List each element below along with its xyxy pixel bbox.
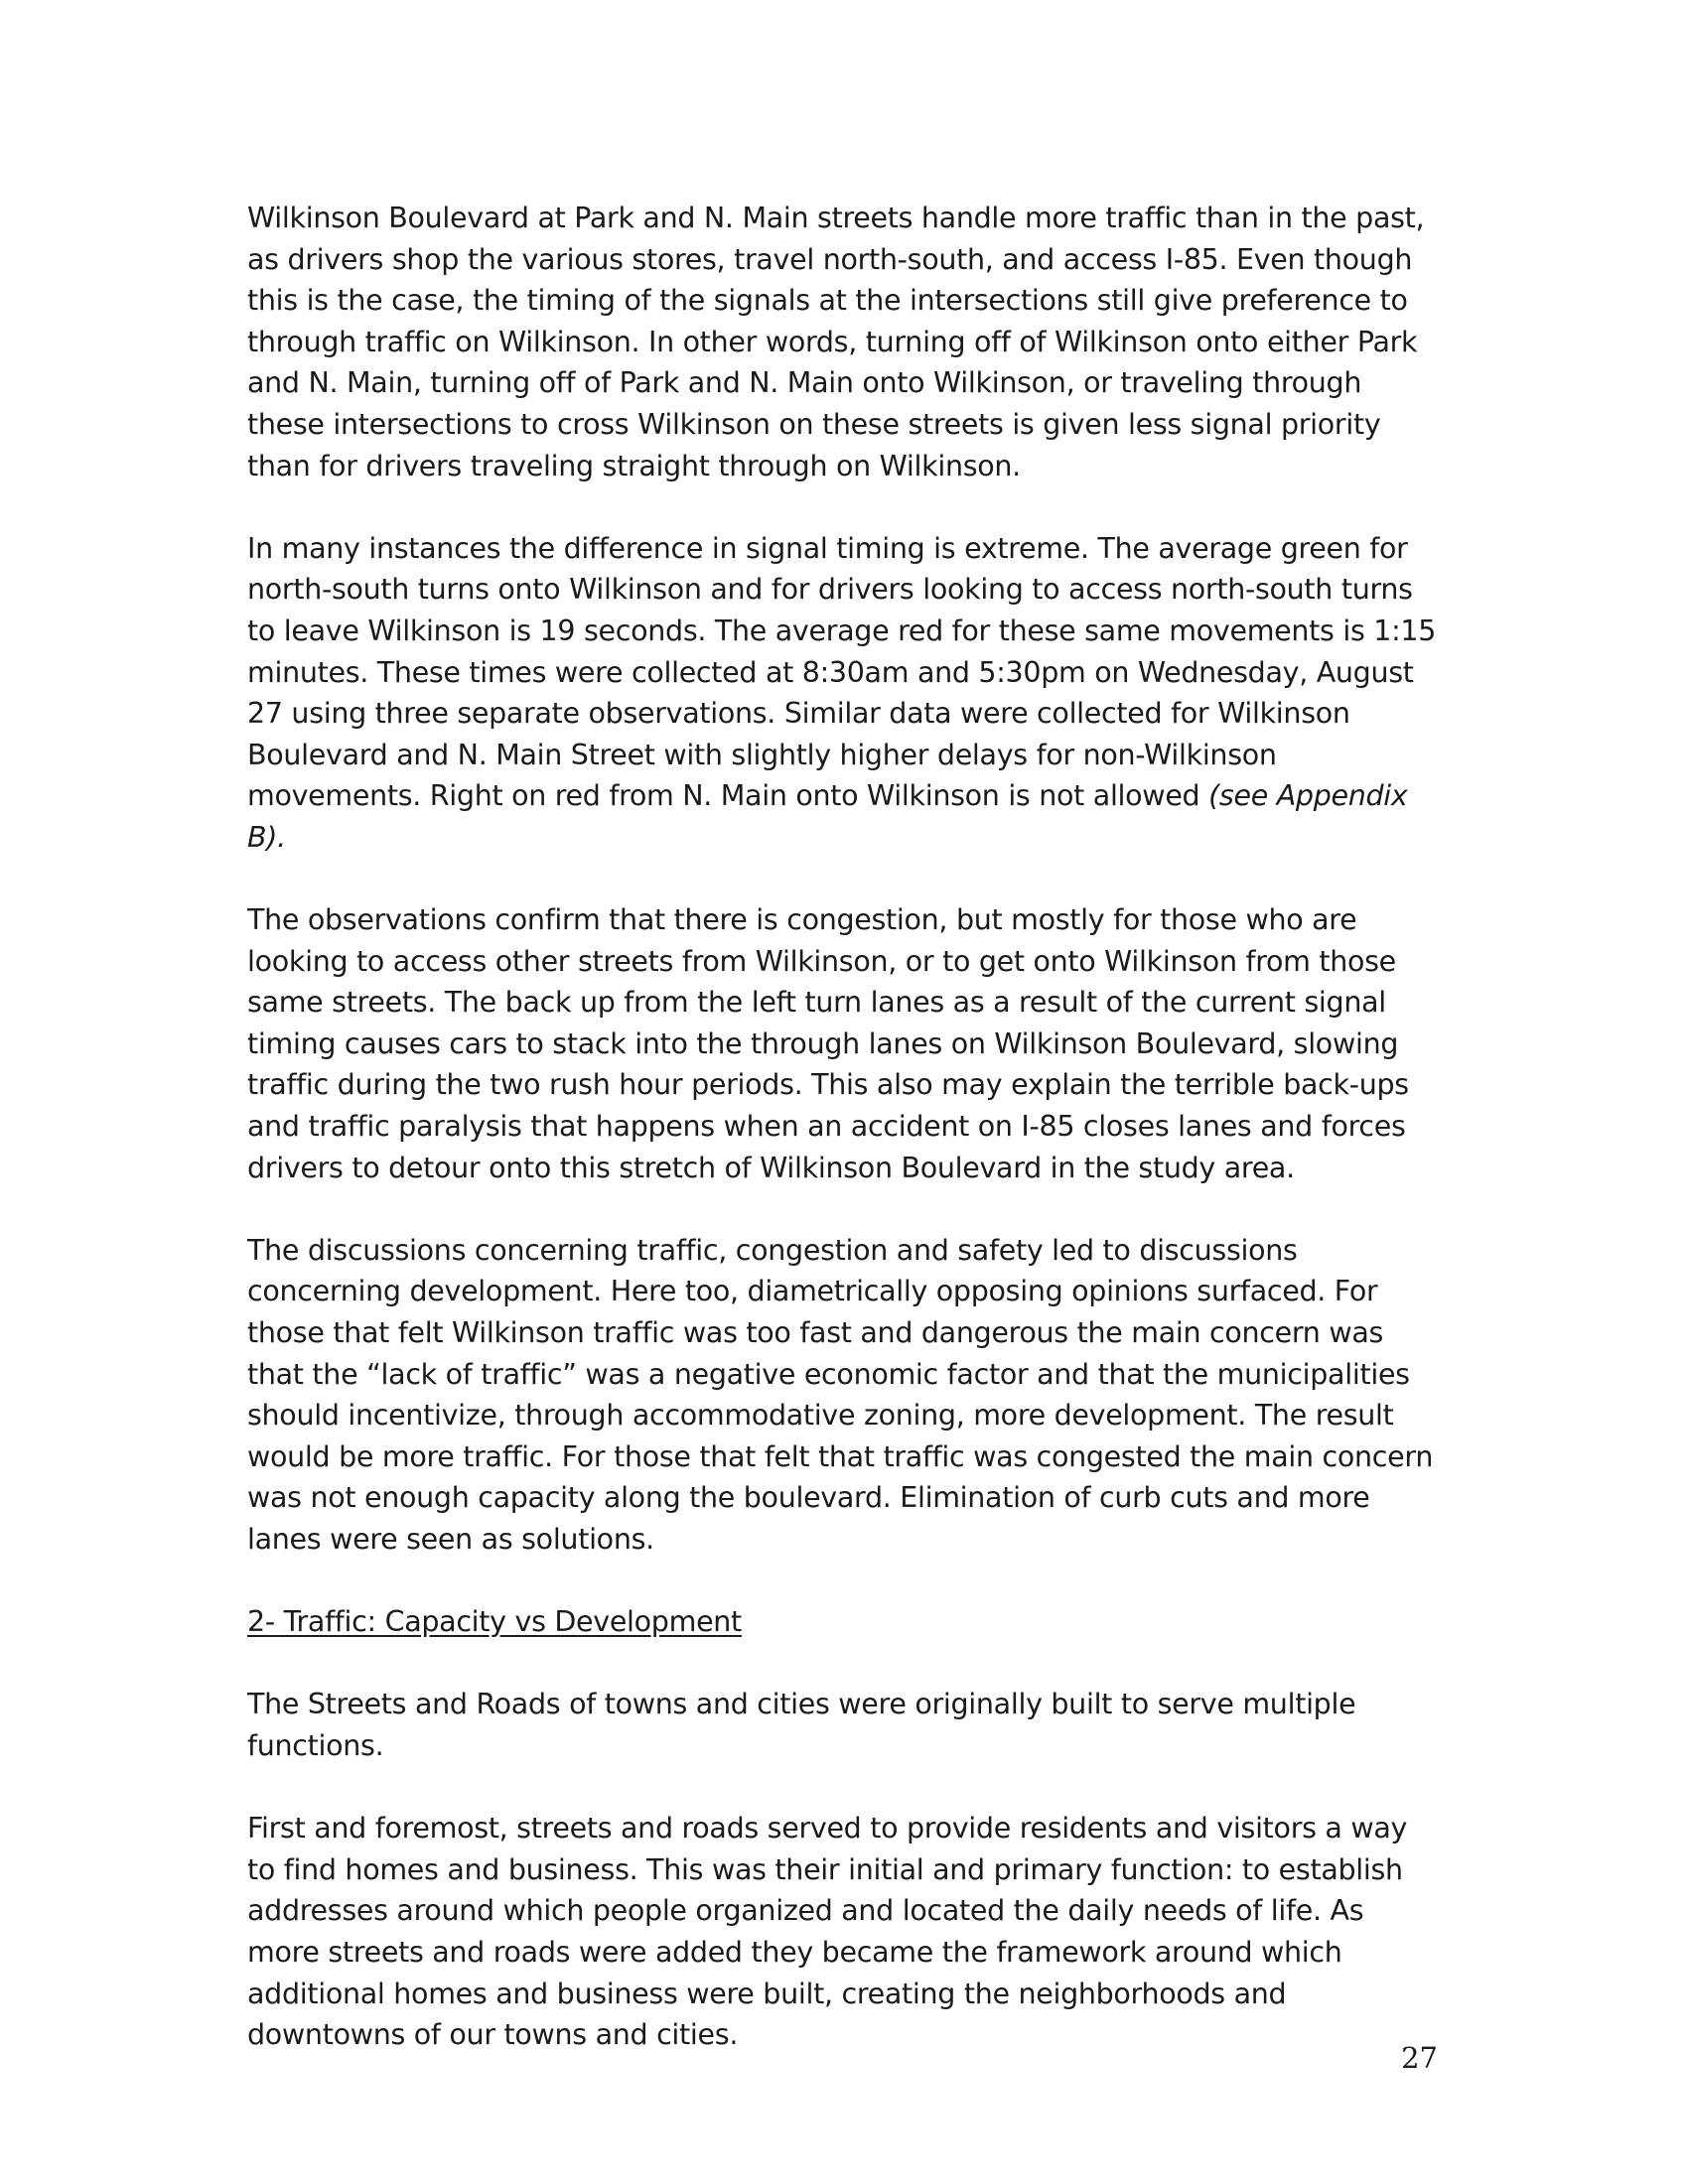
paragraph-text: The observations confirm that there is congestion, but mostly for those who are looking to access other streets from Wilkinson, or to get onto Wilkinson from those same streets. The back up from the left turn lanes as a result of the current signal timing causes cars to stack into the through lanes on Wilkinson Boulevard, slowing traffic during the two rush hour periods. This also may explain the terrible back-ups and traffic paralysis that happens when an accident on I-85 closes lanes and forces drivers to detour onto this stretch of Wilkinson Boulevard in the study area. (247, 903, 1409, 1184)
paragraph-streets-primary-function (247, 1808, 1439, 2056)
paragraph-text: The discussions concerning traffic, congestion and safety led to discussions concerning development. Here too, diametrically opposing opinions surfaced. For those that felt Wilkinson traffic was too fast and dangerous the main concern was that the “lack of traffic” was a negative economic factor and that the municipalities should incentivize, through accommodative zoning, more development. The result would be more traffic. For those that felt that traffic was congested the main concern was not enough capacity along the boulevard. Elimination of curb cuts and more lanes were seen as solutions. (247, 1233, 1434, 1556)
paragraph-text: In many instances the difference in signal timing is extreme. The average green for north-south turns onto Wilkinson and for drivers looking to access north-south turns to leave Wilkinson is 19 seconds. The average red for these same movements is 1:15 minutes. These times were collected at 8:30am and 5:30pm on Wednesday, August 27 using three separate observations. Similar data were collected for Wilkinson Boulevard and N. Main Street with slightly higher delays for non-Wilkinson movements. Right on red from N. Main onto Wilkinson is not allowed (247, 531, 1437, 813)
paragraph-signal-timing (247, 528, 1439, 859)
page-number: 27 (1401, 2041, 1438, 2075)
section-heading: 2- Traffic: Capacity vs Development (247, 1605, 742, 1639)
paragraph-text: Wilkinson Boulevard at Park and N. Main streets handle more traffic than in the past, as drivers shop the various stores, travel north-south, and access I-85. Even though this is the case, the timing of the signals at the intersections still give preference to through traffic on Wilkinson. In other words, turning off of Wilkinson onto either Park and N. Main, turning off of Park and N. Main onto Wilkinson, or traveling through these intersections to cross Wilkinson on these streets is given less signal priority than for drivers traveling straight through on Wilkinson. (247, 202, 1425, 482)
document-body (247, 198, 1439, 2097)
paragraph-text: The Streets and Roads of towns and cities were originally built to serve multiple functions. (247, 1688, 1356, 1762)
paragraph-streets-functions (247, 1684, 1439, 1766)
paragraph-text: First and foremost, streets and roads served to provide residents and visitors a way to find homes and business. This was their initial and primary function: to establish addresses around which people organized and located the daily needs of life. As more streets and roads were added they became the framework around which additional homes and business were built, creating the neighborhoods and downtowns of our towns and cities. (247, 1812, 1408, 2052)
paragraph-observations (247, 899, 1439, 1188)
paragraph-development-discussion (247, 1230, 1439, 1561)
paragraph-signal-preference (247, 198, 1439, 486)
appendix-reference: (see Appendix B). (247, 779, 1408, 854)
